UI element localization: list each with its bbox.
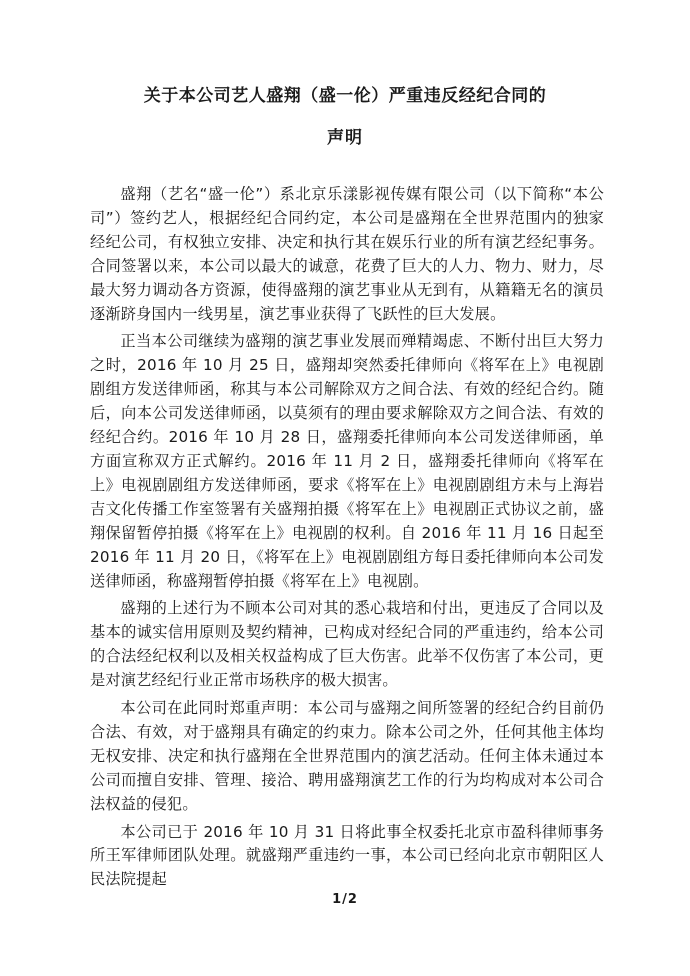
paragraph-4: 本公司在此同时郑重声明：本公司与盛翔之间所签署的经纪合约目前仍合法、有效，对于盛翔具有确定的约束力。除本公司之外，任何其他主体均无权安排、决定和执行盛翔在全世界范围内的演艺活动。任何主体未通过本公司而擅自安排、管理、接洽、聘用盛翔演艺工作的行为均构成对本公司合法权益的侵犯。 — [90, 699, 604, 813]
title-block — [0, 84, 690, 150]
paragraph-1: 盛翔（艺名“盛一伦”）系北京乐漾影视传媒有限公司（以下简称“本公司”）签约艺人，根据经纪合同约定，本公司是盛翔在全世界范围内的独家经纪公司，有权独立安排、决定和执行其在娱乐行业的所有演艺经纪事务。合同签署以来，本公司以最大的诚意，花费了巨大的人力、物力、财力，尽最大努力调动各方资源，使得盛翔的演艺事业从无到有，从籍籍无名的演员逐渐跻身国内一线男星，演艺事业获得了飞跃性的巨大发展。 — [90, 185, 604, 323]
paragraph-2: 正当本公司继续为盛翔的演艺事业发展而殚精竭虑、不断付出巨大努力之时，2016 年 10 月 25 日，盛翔却突然委托律师向《将军在上》电视剧剧组方发送律师函，称其与本公司解除双方之间合法、有效的经纪合约。随后，向本公司发送律师函，以莫须有的理由要求解除双方之间合法、有效的经纪合约。2016 年 10 月 28 日，盛翔委托律师向本公司发送律师函，单方面宣称双方正式解约。2016 年 11 月 2 日，盛翔委托律师向《将军在上》电视剧剧组方发送律师函，要求《将军在上》电视剧剧组方未与上海岩吉文化传播工作室签署有关盛翔拍摄《将军在上》电视剧正式协议之前，盛翔保留暂停拍摄《将军在上》电视剧的权利。自 2016 年 11 月 16 日起至 2016 年 11 月 20 日，《将军在上》电视剧剧组方每日委托律师向本公司发送律师函，称盛翔暂停拍摄《将军在上》电视剧。 — [90, 332, 604, 590]
paragraph-5: 本公司已于 2016 年 10 月 31 日将此事全权委托北京市盈科律师事务所王军律师团队处理。就盛翔严重违约一事，本公司已经向北京市朝阳区人民法院提起 — [90, 822, 604, 889]
document-body — [90, 183, 604, 896]
page-number: 1/2 — [332, 892, 358, 907]
document-subtitle: 声明 — [327, 128, 363, 148]
document-title: 关于本公司艺人盛翔（盛一伦）严重违反经纪合同的 — [143, 86, 547, 106]
paragraph-3: 盛翔的上述行为不顾本公司对其的悉心栽培和付出，更违反了合同以及基本的诚实信用原则及契约精神，已构成对经纪合同的严重违约，给本公司的合法经纪权利以及相关权益构成了巨大伤害。此举不仅伤害了本公司，更是对演艺经纪行业正常市场秩序的极大损害。 — [90, 599, 604, 690]
